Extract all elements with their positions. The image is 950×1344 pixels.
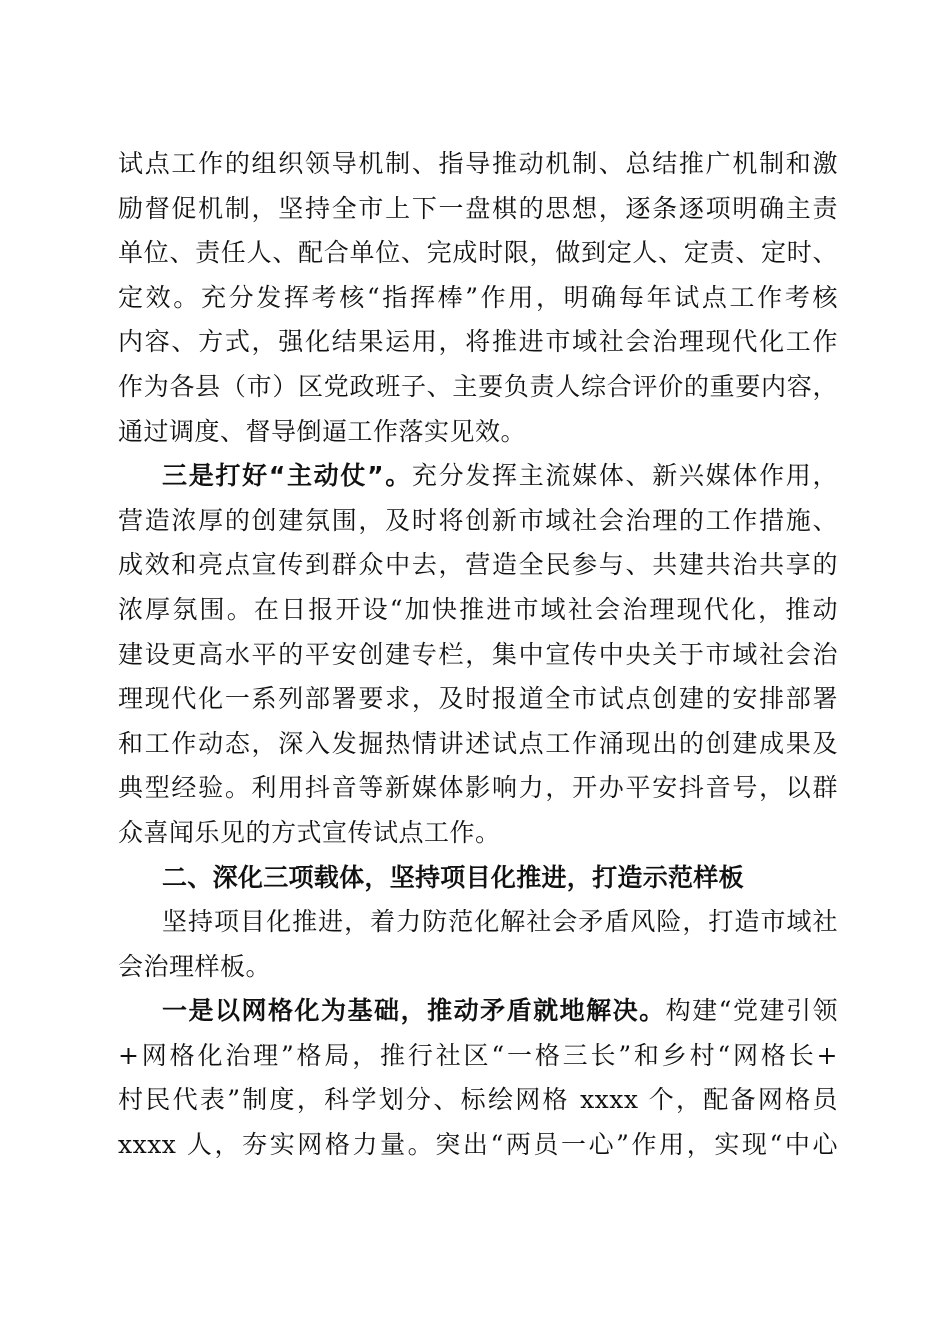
text-line: 典型经验。利用抖音等新媒体影响力，开办平安抖音号，以群 (118, 773, 838, 803)
text-line: 通过调度、督导倒逼工作落实见效。 (118, 416, 527, 446)
text-line (118, 989, 838, 1034)
text-line: 作为各县（市）区党政班子、主要负责人综合评价的重要内容， (118, 371, 838, 401)
text-line: 定效。充分发挥考核“指挥棒”作用，明确每年试点工作考核 (118, 282, 838, 312)
paragraph-lead: 三是打好“主动仗”。 (162, 461, 412, 491)
text-run: 构建“党建引领 (665, 996, 838, 1026)
text-line: +网格化治理”格局，推行社区“一格三长”和乡村“网格长+ (118, 1040, 838, 1070)
text-line (118, 454, 838, 499)
text-line: 营造浓厚的创建氛围，及时将创新市域社会治理的工作措施、 (118, 505, 838, 535)
text-line: 会治理样板。 (118, 951, 272, 981)
text-line: 试点工作的组织领导机制、指导推动机制、总结推广机制和激 (118, 149, 838, 178)
text-run: 充分发挥主流媒体、新兴媒体作用， (411, 461, 838, 491)
text-line: 众喜闻乐见的方式宣传试点工作。 (118, 817, 501, 847)
text-line: 理现代化一系列部署要求，及时报道全市试点创建的安排部署 (118, 684, 838, 714)
section-heading: 二、深化三项载体，坚持项目化推进，打造示范样板 (162, 862, 744, 892)
text-line: 浓厚氛围。在日报开设“加快推进市域社会治理现代化，推动 (118, 594, 838, 624)
text-line: xxxx 人，夯实网格力量。突出“两员一心”作用，实现“中心 (118, 1130, 838, 1160)
text-line: 单位、责任人、配合单位、完成时限，做到定人、定责、定时、 (118, 238, 838, 268)
text-line: 建设更高水平的平安创建专栏，集中宣传中央关于市域社会治 (118, 639, 838, 669)
text-line: 坚持项目化推进，着力防范化解社会矛盾风险，打造市域社 (162, 907, 838, 937)
body-text (118, 142, 838, 1168)
text-line: 励督促机制，坚持全市上下一盘棋的思想，逐条逐项明确主责 (118, 193, 838, 223)
text-line: 成效和亮点宣传到群众中去，营造全民参与、共建共治共享的 (118, 550, 838, 580)
text-line: 和工作动态，深入发掘热情讲述试点工作涌现出的创建成果及 (118, 728, 838, 758)
text-line: 村民代表”制度，科学划分、标绘网格 xxxx 个，配备网格员 (118, 1085, 838, 1115)
text-line: 内容、方式，强化结果运用，将推进市域社会治理现代化工作 (118, 327, 838, 357)
paragraph-lead: 一是以网格化为基础，推动矛盾就地解决。 (162, 996, 666, 1026)
